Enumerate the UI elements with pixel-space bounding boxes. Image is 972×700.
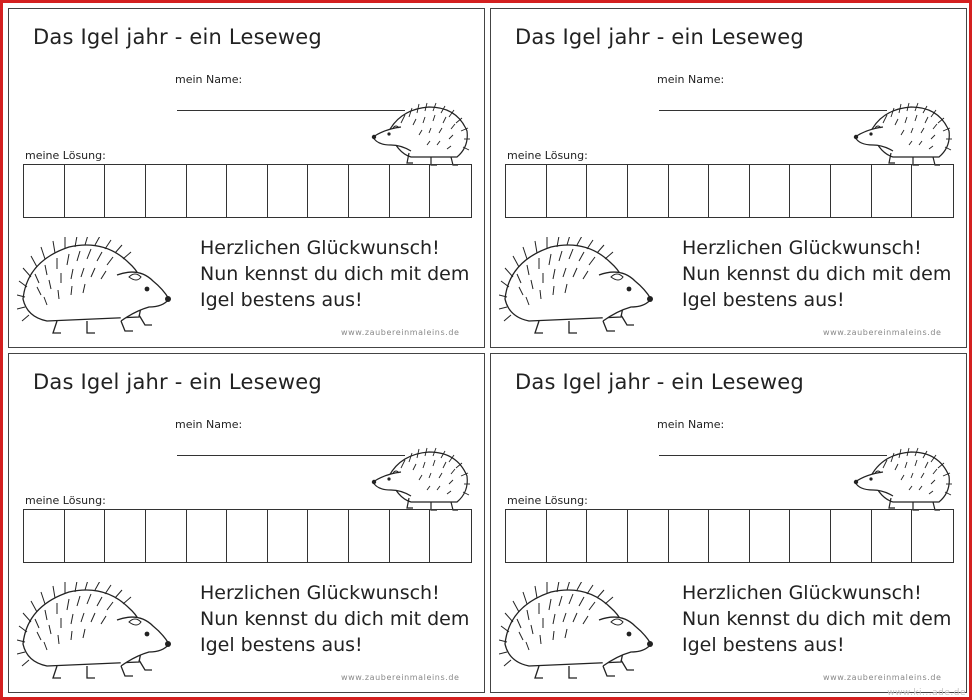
solution-box[interactable] (912, 165, 953, 217)
message-line: Nun kennst du dich mit dem (200, 608, 470, 630)
solution-box[interactable] (547, 165, 588, 217)
solution-box[interactable] (750, 165, 791, 217)
solution-box[interactable] (831, 510, 872, 562)
name-label: mein Name: (657, 418, 725, 431)
solution-box[interactable] (430, 510, 471, 562)
message-line: Herzlichen Glückwunsch! (682, 237, 922, 259)
congratulation-message (682, 235, 951, 313)
solution-box[interactable] (390, 510, 431, 562)
solution-box[interactable] (349, 165, 390, 217)
solution-box[interactable] (709, 510, 750, 562)
hedgehog-large-icon (17, 237, 172, 337)
solution-box[interactable] (24, 510, 65, 562)
website-credit: www.zaubereinmaleins.de (341, 328, 460, 337)
hedgehog-small-icon (853, 446, 953, 511)
solution-box[interactable] (790, 510, 831, 562)
solution-box[interactable] (628, 510, 669, 562)
solution-grid (23, 164, 472, 218)
solution-box[interactable] (349, 510, 390, 562)
hedgehog-small-icon (853, 101, 953, 166)
solution-box[interactable] (308, 510, 349, 562)
solution-box[interactable] (587, 510, 628, 562)
hedgehog-large-icon (499, 237, 654, 337)
name-label: mein Name: (175, 73, 243, 86)
message-line: Igel bestens aus! (682, 289, 845, 311)
solution-box[interactable] (146, 165, 187, 217)
worksheet-card (8, 8, 485, 348)
message-line: Igel bestens aus! (200, 634, 363, 656)
solution-box[interactable] (65, 510, 106, 562)
solution-box[interactable] (872, 165, 913, 217)
solution-box[interactable] (709, 165, 750, 217)
worksheet-card (8, 353, 485, 693)
message-line: Igel bestens aus! (682, 634, 845, 656)
message-line: Nun kennst du dich mit dem (682, 608, 952, 630)
solution-box[interactable] (587, 165, 628, 217)
solution-box[interactable] (430, 165, 471, 217)
hedgehog-small-icon (371, 101, 471, 166)
card-title: Das Igel jahr - ein Leseweg (33, 25, 322, 49)
solution-label: meine Lösung: (25, 149, 106, 162)
solution-box[interactable] (831, 165, 872, 217)
solution-box[interactable] (146, 510, 187, 562)
solution-box[interactable] (308, 165, 349, 217)
solution-grid (505, 509, 954, 563)
solution-box[interactable] (547, 510, 588, 562)
solution-label: meine Lösung: (507, 149, 588, 162)
solution-box[interactable] (268, 165, 309, 217)
solution-box[interactable] (872, 510, 913, 562)
solution-box[interactable] (187, 165, 228, 217)
solution-box[interactable] (187, 510, 228, 562)
congratulation-message (200, 580, 469, 658)
congratulation-message (682, 580, 951, 658)
message-line: Herzlichen Glückwunsch! (200, 237, 440, 259)
message-line: Nun kennst du dich mit dem (682, 263, 952, 285)
solution-box[interactable] (790, 165, 831, 217)
solution-box[interactable] (628, 165, 669, 217)
solution-box[interactable] (750, 510, 791, 562)
website-credit: www.zaubereinmaleins.de (341, 673, 460, 682)
solution-box[interactable] (24, 165, 65, 217)
solution-grid (23, 509, 472, 563)
solution-box[interactable] (65, 165, 106, 217)
website-credit: www.zaubereinmaleins.de (823, 328, 942, 337)
card-title: Das Igel jahr - ein Leseweg (33, 370, 322, 394)
hedgehog-large-icon (17, 582, 172, 682)
website-credit: www.zaubereinmaleins.de (823, 673, 942, 682)
message-line: Herzlichen Glückwunsch! (682, 582, 922, 604)
worksheet-card (490, 8, 967, 348)
card-title: Das Igel jahr - ein Leseweg (515, 370, 804, 394)
solution-box[interactable] (669, 165, 710, 217)
solution-box[interactable] (390, 165, 431, 217)
solution-grid (505, 164, 954, 218)
message-line: Nun kennst du dich mit dem (200, 263, 470, 285)
watermark: www.ki...ade.de (887, 688, 966, 698)
solution-box[interactable] (105, 165, 146, 217)
message-line: Igel bestens aus! (200, 289, 363, 311)
hedgehog-small-icon (371, 446, 471, 511)
congratulation-message (200, 235, 469, 313)
worksheet-card (490, 353, 967, 693)
name-label: mein Name: (175, 418, 243, 431)
name-label: mein Name: (657, 73, 725, 86)
solution-box[interactable] (669, 510, 710, 562)
solution-box[interactable] (268, 510, 309, 562)
message-line: Herzlichen Glückwunsch! (200, 582, 440, 604)
solution-box[interactable] (506, 165, 547, 217)
card-title: Das Igel jahr - ein Leseweg (515, 25, 804, 49)
solution-box[interactable] (506, 510, 547, 562)
solution-label: meine Lösung: (25, 494, 106, 507)
solution-label: meine Lösung: (507, 494, 588, 507)
solution-box[interactable] (227, 165, 268, 217)
solution-box[interactable] (227, 510, 268, 562)
solution-box[interactable] (912, 510, 953, 562)
hedgehog-large-icon (499, 582, 654, 682)
solution-box[interactable] (105, 510, 146, 562)
